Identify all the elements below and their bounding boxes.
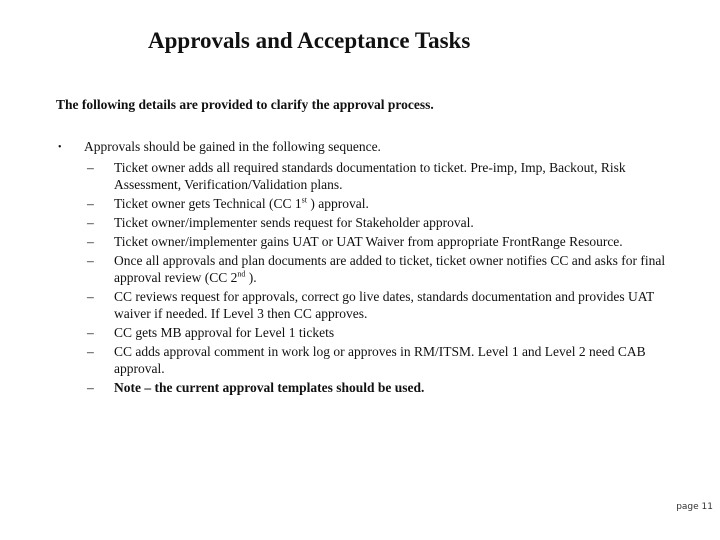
step-item	[87, 214, 687, 231]
dash-marker: –	[87, 196, 94, 211]
step-text-part: ).	[245, 270, 257, 285]
step-item	[87, 324, 687, 341]
step-text: Ticket owner/implementer sends request for Stakeholder approval.	[114, 215, 474, 230]
dash-marker: –	[87, 325, 94, 340]
step-item	[87, 343, 687, 377]
step-item	[87, 288, 687, 322]
dash-marker: –	[87, 289, 94, 304]
slide-title: Approvals and Acceptance Tasks	[148, 28, 471, 53]
step-text: Ticket owner adds all required standards documentation to ticket. Pre-imp, Imp, Backout, Risk Assessment, Verification/Validation plans.	[114, 160, 626, 192]
step-item	[87, 159, 687, 193]
dash-marker: –	[87, 253, 94, 268]
page-number: page 11	[676, 502, 713, 512]
step-item-note	[87, 379, 687, 396]
dash-marker: –	[87, 234, 94, 249]
step-text-part: Ticket owner gets Technical (CC 1	[114, 196, 302, 211]
dash-marker: –	[87, 160, 94, 175]
step-item	[87, 233, 687, 250]
step-text-part: Once all approvals and plan documents are added to ticket, ticket owner notifies CC and asks for final approval review (CC 2	[114, 253, 666, 285]
step-text: Ticket owner/implementer gains UAT or UAT Waiver from appropriate FrontRange Resource.	[114, 234, 623, 249]
step-item	[87, 252, 687, 286]
step-text	[114, 195, 687, 212]
ordinal-suffix: st	[301, 195, 307, 205]
step-text: CC gets MB approval for Level 1 tickets	[114, 325, 335, 340]
bullet-marker: •	[58, 142, 62, 153]
step-text: CC adds approval comment in work log or approves in RM/ITSM. Level 1 and Level 2 need CAB approval.	[114, 344, 646, 376]
note-text: Note – the current approval templates should be used.	[114, 380, 425, 395]
bullet-text: Approvals should be gained in the following sequence.	[84, 139, 381, 154]
bullet-item	[56, 139, 381, 157]
step-item	[87, 195, 687, 212]
intro-text: The following details are provided to clarify the approval process.	[56, 97, 434, 112]
step-text-part: ) approval.	[307, 196, 369, 211]
approval-steps-list	[87, 159, 687, 398]
dash-marker: –	[87, 215, 94, 230]
dash-marker: –	[87, 344, 94, 359]
step-text: CC reviews request for approvals, correct go live dates, standards documentation and provides UAT waiver if needed. If Level 3 then CC approves.	[114, 289, 654, 321]
dash-marker: –	[87, 380, 94, 395]
step-text	[114, 252, 687, 286]
ordinal-suffix: nd	[237, 269, 246, 279]
